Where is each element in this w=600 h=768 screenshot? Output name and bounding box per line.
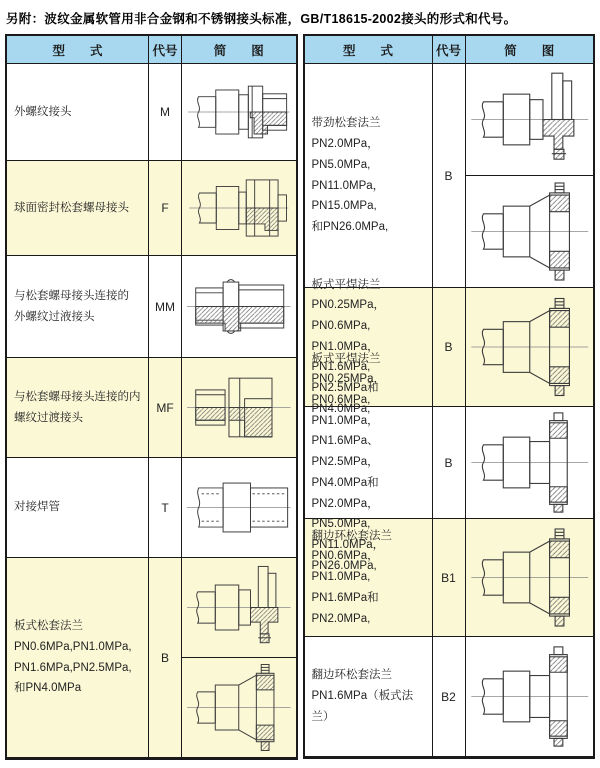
header-type: 型 式 xyxy=(52,43,103,58)
fitting-type-line: 对接焊管 xyxy=(14,501,60,514)
diagram-flange-tall xyxy=(182,558,296,657)
fitting-type-line: PN0.6MPa,PN1.0MPa, xyxy=(14,640,132,653)
diagram-male-thread xyxy=(182,64,296,160)
header-diagram: 简 图 xyxy=(181,36,296,63)
fitting-diagram-cell xyxy=(465,407,594,518)
fitting-row xyxy=(7,160,296,255)
header-type: 型 式 xyxy=(342,43,393,58)
fitting-type-line: PN11.0MPa，PN26.0MPa, xyxy=(311,538,385,572)
flange-collar-drawing xyxy=(468,522,592,633)
fitting-type-line: 板式松套法兰 xyxy=(14,620,83,633)
fitting-row xyxy=(7,357,296,457)
page-title: 另附：波纹金属软管用非合金钢和不锈钢接头标准，GB/T18615-2002接头的形式和代号。 xyxy=(6,12,517,26)
fitting-row xyxy=(7,457,296,557)
fitting-type-line: PN2.0MPa，PN5.0MPa, xyxy=(311,497,379,531)
fitting-type-line: 翻边环松套法兰 xyxy=(311,529,392,542)
diagram-flange-collar xyxy=(466,288,594,406)
diagram-flange-collar xyxy=(466,175,594,287)
fitting-code: B2 xyxy=(432,637,465,756)
fitting-diagram-cell xyxy=(181,256,296,357)
fitting-code: B xyxy=(148,558,181,757)
fitting-type xyxy=(7,64,148,160)
fitting-diagram-cell xyxy=(181,458,296,557)
fitting-type-line: 和PN4.0MPa xyxy=(14,682,82,695)
fitting-type-line: 球面密封松套螺母接头 xyxy=(14,201,129,214)
fitting-row xyxy=(7,63,296,160)
fitting-type-line: 与松套螺母接头连接的 xyxy=(14,289,129,302)
header-code: 代号 xyxy=(148,36,181,63)
diagram-flange-collar xyxy=(466,519,594,636)
fitting-type-line: PN1.0MPa，PN1.6MPa、 xyxy=(311,414,379,448)
nipple-mm-drawing xyxy=(184,259,294,354)
fitting-type xyxy=(7,358,148,457)
fitting-type xyxy=(305,519,432,636)
fitting-diagram-cell xyxy=(181,358,296,457)
weld-flange-drawing xyxy=(468,640,592,753)
fittings-table-left-table xyxy=(5,34,298,760)
nipple-mf-drawing xyxy=(184,361,294,454)
fitting-row xyxy=(305,518,594,636)
fitting-type-line: PN11.0MPa，PN15.0MPa, xyxy=(311,179,385,213)
fitting-diagram-cell xyxy=(465,519,594,636)
fitting-diagram-cell xyxy=(465,288,594,406)
diagram-swivel-nut xyxy=(182,161,296,255)
fitting-code: MF xyxy=(148,358,181,457)
header-diagram: 简 图 xyxy=(465,36,594,63)
diagram-nipple-mm xyxy=(182,256,296,357)
fitting-row xyxy=(305,636,594,756)
fitting-type xyxy=(305,637,432,756)
fitting-type-line: 和PN26.0MPa, xyxy=(311,220,389,233)
flange-tall-drawing xyxy=(468,67,592,172)
fitting-type-line: 外螺纹过液接头 xyxy=(14,310,95,323)
weld-flange-drawing xyxy=(468,410,592,515)
fitting-code: MM xyxy=(148,256,181,357)
flange-tall-drawing xyxy=(184,561,294,654)
fitting-type-line: 与松套螺母接头连接的内 xyxy=(14,390,141,403)
diagram-flange-tall xyxy=(466,64,594,175)
fitting-type-line: 翻边环松套法兰 xyxy=(311,669,392,682)
fitting-type-line: PN1.6MPa（板式法兰） xyxy=(311,690,414,723)
fitting-code: F xyxy=(148,161,181,255)
fitting-row xyxy=(7,255,296,357)
fitting-type-line: PN2.5MPa，PN4.0MPa和 xyxy=(311,456,379,489)
fitting-diagram-cell xyxy=(465,64,594,287)
fitting-diagram-cell xyxy=(181,558,296,757)
swivel-nut-drawing xyxy=(184,164,294,252)
fitting-type-line: 外螺纹接头 xyxy=(14,105,72,118)
flange-collar-drawing xyxy=(468,179,592,284)
fitting-type xyxy=(7,558,148,757)
male-thread-drawing xyxy=(184,67,294,157)
fitting-type xyxy=(305,64,432,287)
fitting-code: B xyxy=(432,288,465,406)
flange-collar-drawing xyxy=(468,291,592,403)
fittings-table-right-table xyxy=(303,34,596,759)
fitting-type-line: 板式平焊法兰 xyxy=(311,278,381,291)
fitting-type-line: PN2.5MPa和PN4.0MPa, xyxy=(311,382,379,415)
diagram-weld-flange xyxy=(466,637,594,756)
fittings-tables-container xyxy=(0,34,600,760)
fitting-code: T xyxy=(148,458,181,557)
table-header-row xyxy=(7,36,296,63)
fitting-diagram-cell xyxy=(465,637,594,756)
fitting-code: M xyxy=(148,64,181,160)
fitting-type-line: PN0.25MPa，PN0.6MPa, xyxy=(311,299,386,332)
diagram-flange-collar xyxy=(182,657,296,757)
fitting-type-line: PN1.6MPa,PN2.5MPa, xyxy=(14,661,132,674)
fitting-type xyxy=(7,161,148,255)
fitting-type xyxy=(7,458,148,557)
fitting-type-line: PN1.0MPa，PN1.6MPa, xyxy=(311,340,379,374)
flange-collar-drawing xyxy=(184,661,294,754)
fitting-diagram-cell xyxy=(181,161,296,255)
diagram-butt-weld xyxy=(182,458,296,557)
diagram-nipple-mf xyxy=(182,358,296,457)
fitting-type-line: PN0.6MPa，PN1.0MPa, xyxy=(311,550,379,584)
header-code: 代号 xyxy=(432,36,465,63)
fitting-type-line: 板式平焊法兰 xyxy=(311,352,381,365)
fitting-type xyxy=(7,256,148,357)
fitting-type-line: 螺纹过渡接头 xyxy=(14,411,83,424)
fitting-type-line: 带劲松套法兰 xyxy=(311,117,381,130)
butt-weld-drawing xyxy=(184,461,294,554)
fitting-row xyxy=(305,63,594,287)
fitting-code: B xyxy=(432,64,465,287)
fitting-code: B xyxy=(432,407,465,518)
fitting-type-line: PN1.6MPa和PN2.0MPa, xyxy=(311,591,379,625)
fitting-diagram-cell xyxy=(181,64,296,160)
fitting-type-line: PN0.25MPa，PN0.6MPa, xyxy=(311,373,386,407)
table-header-row xyxy=(305,36,594,63)
fitting-row xyxy=(7,557,296,757)
fitting-code: B1 xyxy=(432,519,465,636)
diagram-weld-flange xyxy=(466,407,594,518)
fitting-type-line: PN2.0MPa，PN5.0MPa, xyxy=(311,138,379,171)
